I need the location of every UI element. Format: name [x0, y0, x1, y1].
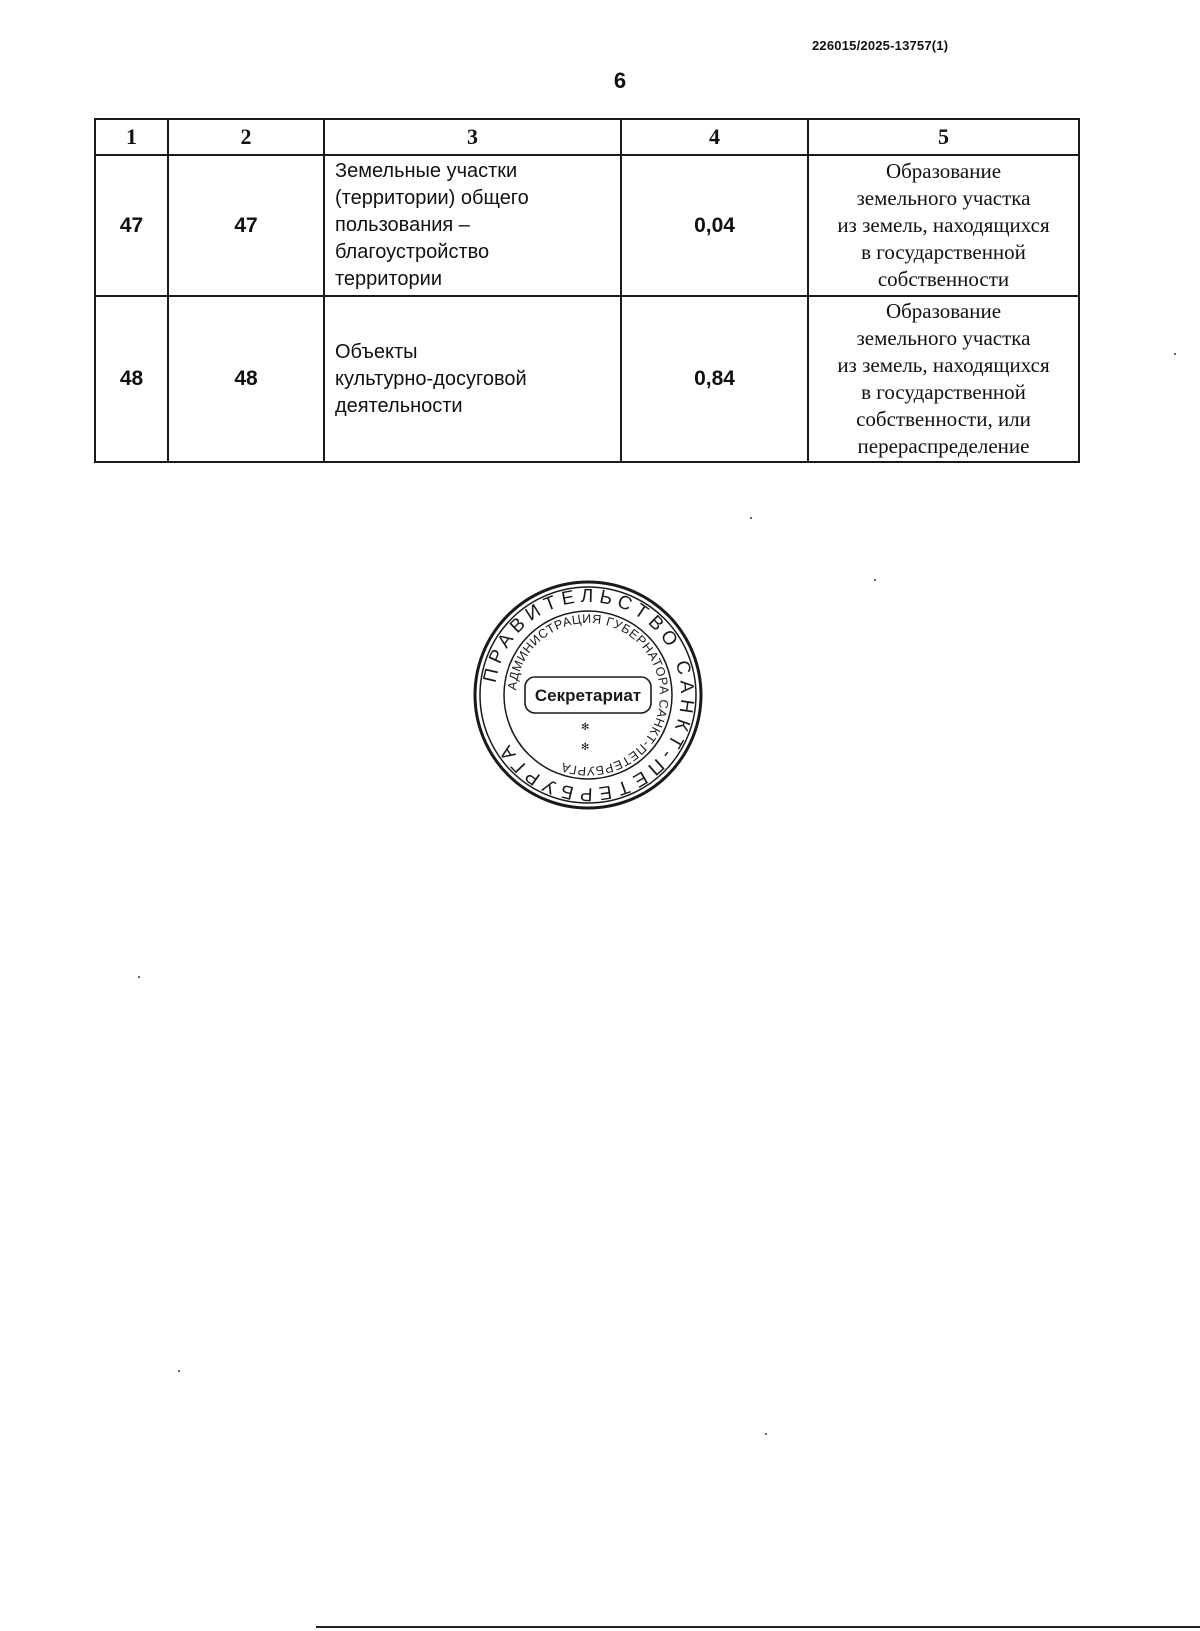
method-line: земельного участка: [856, 186, 1031, 210]
official-seal: [473, 580, 703, 810]
purpose-line: Земельные участки: [335, 160, 518, 182]
table-row: [95, 296, 1079, 462]
column-header-1: 1: [95, 119, 168, 155]
column-header-5: 5: [808, 119, 1079, 155]
purpose-line: (территории) общего: [335, 187, 529, 209]
seal-star-icon: ✻: [581, 742, 590, 753]
purpose-line: культурно-досуговой: [335, 367, 527, 390]
formation-method-cell: [808, 155, 1079, 296]
row-index-cell: 48: [95, 296, 168, 462]
method-line: Образование: [885, 159, 1002, 183]
document-number: 226015/2025-13757(1): [812, 38, 949, 53]
purpose-line: территории: [335, 268, 443, 290]
row-index-cell: 47: [95, 155, 168, 296]
scan-speck: [874, 579, 876, 581]
column-header-4: 4: [621, 119, 808, 155]
purpose-line: благоустройство: [335, 241, 490, 263]
column-header-2: 2: [168, 119, 324, 155]
method-line: в государственной: [861, 240, 1026, 264]
method-line: в государственной: [861, 380, 1026, 404]
table-header-row: [95, 119, 1079, 155]
column-header-3: 3: [324, 119, 621, 155]
method-line: перераспределение: [857, 434, 1030, 458]
seal-inner-text: АДМИНИСТРАЦИЯ ГУБЕРНАТОРА САНКТ-ПЕТЕРБУРГА: [505, 611, 672, 779]
purpose-line: пользования –: [335, 214, 470, 236]
page-number: 6: [613, 68, 627, 93]
scan-speck: [1174, 353, 1176, 355]
scan-speck: [138, 976, 140, 978]
method-line: земельного участка: [856, 326, 1031, 350]
area-cell: 0,84: [621, 296, 808, 462]
purpose-cell: [324, 296, 621, 462]
method-line: собственности: [877, 267, 1010, 291]
area-cell: 0,04: [621, 155, 808, 296]
method-line: из земель, находящихся: [837, 353, 1050, 377]
scan-speck: [750, 517, 752, 519]
seal-outer-text: ПРАВИТЕЛЬСТВО САНКТ-ПЕТЕРБУРГА: [479, 585, 698, 805]
scan-speck: [765, 1433, 767, 1435]
land-plots-table: [94, 118, 1080, 463]
scan-speck: [178, 1370, 180, 1372]
formation-method-cell: [808, 296, 1079, 462]
method-line: Образование: [885, 299, 1002, 323]
method-line: собственности, или: [856, 407, 1031, 431]
purpose-cell: [324, 155, 621, 296]
plot-number-cell: 47: [168, 155, 324, 296]
seal-star-icon: ✻: [581, 722, 590, 733]
scan-edge-line: [316, 1626, 1200, 1628]
seal-center-label: Секретариат: [534, 686, 642, 705]
purpose-line: деятельности: [335, 394, 463, 417]
method-line: из земель, находящихся: [837, 213, 1050, 237]
purpose-line: Объекты: [335, 340, 418, 363]
table-row: [95, 155, 1079, 296]
plot-number-cell: 48: [168, 296, 324, 462]
